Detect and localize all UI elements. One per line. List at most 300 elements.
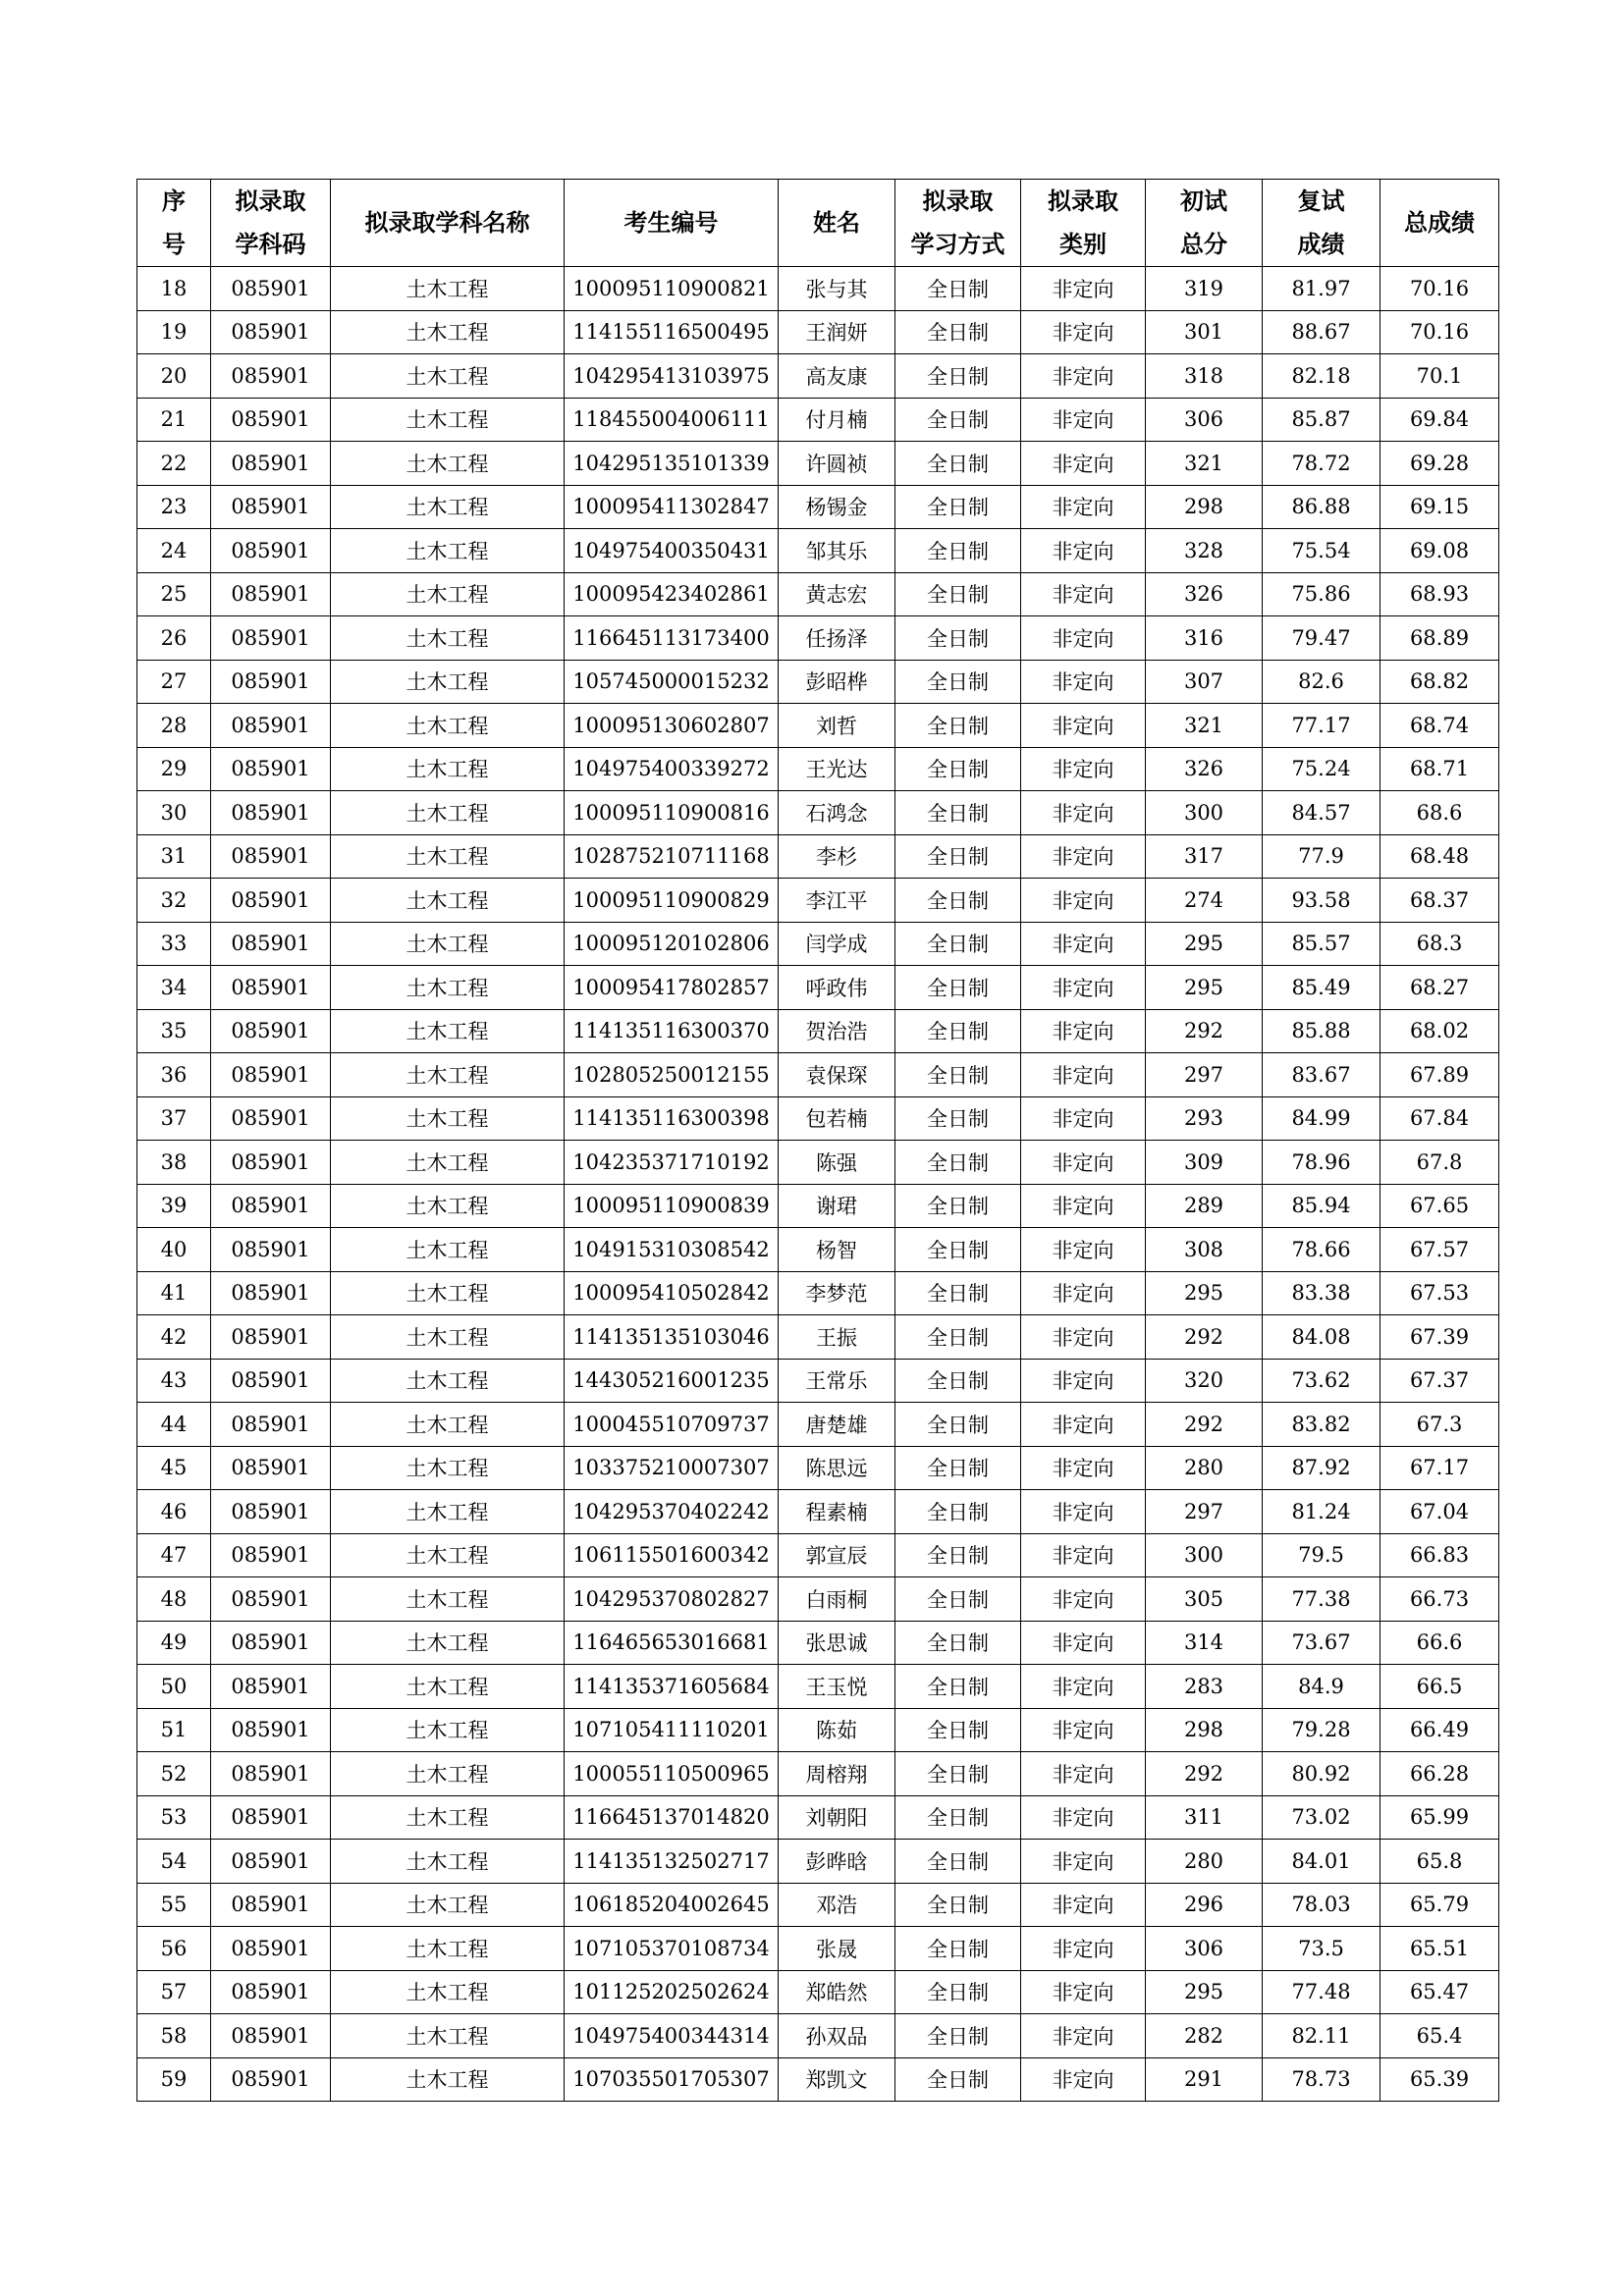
table-row [137, 1970, 1499, 2014]
cell-candidate-id: 118455004006111 [565, 398, 779, 442]
cell-subject-code: 085901 [211, 1752, 331, 1796]
cell-prelim-score: 297 [1146, 1053, 1263, 1097]
cell-prelim-score: 289 [1146, 1184, 1263, 1228]
cell-study-mode: 全日制 [895, 1271, 1021, 1315]
cell-study-mode: 全日制 [895, 572, 1021, 616]
table-row [137, 442, 1499, 486]
cell-category: 非定向 [1021, 1577, 1146, 1622]
cell-subject-name: 土木工程 [331, 1096, 565, 1141]
cell-subject-name: 土木工程 [331, 1577, 565, 1622]
cell-category: 非定向 [1021, 1053, 1146, 1097]
cell-subject-code: 085901 [211, 1665, 331, 1709]
cell-prelim-score: 314 [1146, 1621, 1263, 1665]
cell-candidate-id: 100095110900821 [565, 267, 779, 311]
cell-subject-code: 085901 [211, 529, 331, 573]
cell-candidate-id: 107105370108734 [565, 1927, 779, 1971]
cell-category: 非定向 [1021, 1490, 1146, 1534]
cell-subject-name: 土木工程 [331, 1184, 565, 1228]
cell-total-score: 66.6 [1380, 1621, 1499, 1665]
cell-study-mode: 全日制 [895, 791, 1021, 835]
cell-total-score: 67.65 [1380, 1184, 1499, 1228]
cell-retest-score: 77.48 [1263, 1970, 1380, 2014]
cell-total-score: 65.79 [1380, 1883, 1499, 1927]
cell-total-score: 68.48 [1380, 834, 1499, 879]
header-candidate-id-line: 考生编号 [623, 208, 719, 237]
cell-study-mode: 全日制 [895, 1621, 1021, 1665]
cell-study-mode: 全日制 [895, 1970, 1021, 2014]
cell-seq: 35 [137, 1009, 211, 1053]
cell-prelim-score: 274 [1146, 879, 1263, 923]
cell-name: 陈茹 [779, 1708, 895, 1752]
cell-total-score: 67.17 [1380, 1446, 1499, 1490]
cell-subject-name: 土木工程 [331, 704, 565, 748]
cell-subject-code: 085901 [211, 1228, 331, 1272]
cell-study-mode: 全日制 [895, 1490, 1021, 1534]
cell-name: 张晟 [779, 1927, 895, 1971]
cell-retest-score: 87.92 [1263, 1446, 1380, 1490]
table-row [137, 1708, 1499, 1752]
cell-category: 非定向 [1021, 1665, 1146, 1709]
cell-subject-code: 085901 [211, 267, 331, 311]
cell-total-score: 68.37 [1380, 879, 1499, 923]
cell-name: 张与其 [779, 267, 895, 311]
cell-study-mode: 全日制 [895, 1446, 1021, 1490]
cell-subject-name: 土木工程 [331, 1315, 565, 1360]
cell-subject-name: 土木工程 [331, 1141, 565, 1185]
cell-category: 非定向 [1021, 310, 1146, 354]
cell-total-score: 65.39 [1380, 2057, 1499, 2102]
cell-name: 周榕翔 [779, 1752, 895, 1796]
cell-prelim-score: 296 [1146, 1883, 1263, 1927]
cell-prelim-score: 297 [1146, 1490, 1263, 1534]
cell-prelim-score: 282 [1146, 2014, 1263, 2058]
cell-prelim-score: 316 [1146, 616, 1263, 661]
cell-subject-code: 085901 [211, 1053, 331, 1097]
admission-table [136, 179, 1499, 2102]
cell-candidate-id: 104975400344314 [565, 2014, 779, 2058]
cell-name: 郭宣辰 [779, 1533, 895, 1577]
cell-name: 王玉悦 [779, 1665, 895, 1709]
cell-study-mode: 全日制 [895, 1927, 1021, 1971]
cell-prelim-score: 292 [1146, 1009, 1263, 1053]
cell-seq: 37 [137, 1096, 211, 1141]
table-row [137, 879, 1499, 923]
cell-seq: 30 [137, 791, 211, 835]
cell-total-score: 68.74 [1380, 704, 1499, 748]
cell-prelim-score: 291 [1146, 2057, 1263, 2102]
cell-retest-score: 83.38 [1263, 1271, 1380, 1315]
cell-retest-score: 78.03 [1263, 1883, 1380, 1927]
cell-retest-score: 73.02 [1263, 1795, 1380, 1840]
cell-seq: 23 [137, 485, 211, 529]
cell-subject-name: 土木工程 [331, 1403, 565, 1447]
cell-category: 非定向 [1021, 1184, 1146, 1228]
table-row [137, 966, 1499, 1010]
cell-retest-score: 85.57 [1263, 922, 1380, 966]
cell-study-mode: 全日制 [895, 879, 1021, 923]
cell-category: 非定向 [1021, 485, 1146, 529]
cell-retest-score: 84.9 [1263, 1665, 1380, 1709]
cell-category: 非定向 [1021, 354, 1146, 399]
table-row [137, 2014, 1499, 2058]
cell-prelim-score: 301 [1146, 310, 1263, 354]
cell-prelim-score: 280 [1146, 1446, 1263, 1490]
cell-seq: 50 [137, 1665, 211, 1709]
cell-retest-score: 81.24 [1263, 1490, 1380, 1534]
cell-subject-name: 土木工程 [331, 1228, 565, 1272]
cell-subject-name: 土木工程 [331, 1271, 565, 1315]
cell-retest-score: 81.97 [1263, 267, 1380, 311]
table-row [137, 834, 1499, 879]
cell-candidate-id: 114135371605684 [565, 1665, 779, 1709]
cell-candidate-id: 116645137014820 [565, 1795, 779, 1840]
header-candidate-id [565, 180, 779, 267]
table-row [137, 1141, 1499, 1185]
table-row [137, 267, 1499, 311]
cell-candidate-id: 102805250012155 [565, 1053, 779, 1097]
cell-name: 刘朝阳 [779, 1795, 895, 1840]
cell-category: 非定向 [1021, 1009, 1146, 1053]
cell-prelim-score: 326 [1146, 747, 1263, 791]
cell-subject-code: 085901 [211, 1359, 331, 1403]
cell-retest-score: 79.28 [1263, 1708, 1380, 1752]
cell-subject-name: 土木工程 [331, 1927, 565, 1971]
cell-subject-name: 土木工程 [331, 1053, 565, 1097]
cell-study-mode: 全日制 [895, 2014, 1021, 2058]
cell-prelim-score: 300 [1146, 791, 1263, 835]
table-row [137, 398, 1499, 442]
cell-seq: 33 [137, 922, 211, 966]
cell-category: 非定向 [1021, 704, 1146, 748]
cell-total-score: 67.04 [1380, 1490, 1499, 1534]
cell-study-mode: 全日制 [895, 1184, 1021, 1228]
cell-subject-code: 085901 [211, 1141, 331, 1185]
cell-category: 非定向 [1021, 1708, 1146, 1752]
cell-total-score: 67.39 [1380, 1315, 1499, 1360]
cell-subject-code: 085901 [211, 747, 331, 791]
cell-seq: 28 [137, 704, 211, 748]
cell-category: 非定向 [1021, 529, 1146, 573]
cell-total-score: 65.8 [1380, 1840, 1499, 1884]
cell-retest-score: 93.58 [1263, 879, 1380, 923]
cell-retest-score: 79.47 [1263, 616, 1380, 661]
cell-total-score: 70.1 [1380, 354, 1499, 399]
cell-name: 任扬泽 [779, 616, 895, 661]
cell-name: 王常乐 [779, 1359, 895, 1403]
header-category-line: 类别 [1059, 230, 1107, 258]
cell-subject-name: 土木工程 [331, 310, 565, 354]
cell-retest-score: 84.57 [1263, 791, 1380, 835]
cell-total-score: 68.3 [1380, 922, 1499, 966]
cell-study-mode: 全日制 [895, 1795, 1021, 1840]
cell-retest-score: 88.67 [1263, 310, 1380, 354]
cell-name: 黄志宏 [779, 572, 895, 616]
header-retest-score [1263, 180, 1380, 267]
cell-subject-name: 土木工程 [331, 1708, 565, 1752]
header-study-mode-line: 拟录取 [922, 187, 994, 215]
cell-subject-name: 土木工程 [331, 1970, 565, 2014]
cell-retest-score: 85.94 [1263, 1184, 1380, 1228]
cell-total-score: 68.71 [1380, 747, 1499, 791]
cell-subject-code: 085901 [211, 1795, 331, 1840]
cell-total-score: 67.8 [1380, 1141, 1499, 1185]
cell-prelim-score: 307 [1146, 660, 1263, 704]
cell-candidate-id: 102875210711168 [565, 834, 779, 879]
cell-prelim-score: 320 [1146, 1359, 1263, 1403]
cell-prelim-score: 305 [1146, 1577, 1263, 1622]
cell-seq: 54 [137, 1840, 211, 1884]
cell-prelim-score: 309 [1146, 1141, 1263, 1185]
cell-subject-code: 085901 [211, 1883, 331, 1927]
cell-name: 刘哲 [779, 704, 895, 748]
cell-study-mode: 全日制 [895, 1096, 1021, 1141]
cell-retest-score: 85.49 [1263, 966, 1380, 1010]
cell-total-score: 66.5 [1380, 1665, 1499, 1709]
cell-retest-score: 78.72 [1263, 442, 1380, 486]
header-subject-code-line: 学科码 [235, 230, 306, 258]
cell-category: 非定向 [1021, 398, 1146, 442]
cell-retest-score: 82.6 [1263, 660, 1380, 704]
cell-candidate-id: 100095423402861 [565, 572, 779, 616]
table-row [137, 485, 1499, 529]
table-row [137, 1403, 1499, 1447]
cell-candidate-id: 144305216001235 [565, 1359, 779, 1403]
cell-prelim-score: 319 [1146, 267, 1263, 311]
cell-prelim-score: 300 [1146, 1533, 1263, 1577]
cell-study-mode: 全日制 [895, 1840, 1021, 1884]
cell-candidate-id: 101125202502624 [565, 1970, 779, 2014]
cell-subject-code: 085901 [211, 572, 331, 616]
cell-name: 杨锡金 [779, 485, 895, 529]
cell-seq: 26 [137, 616, 211, 661]
cell-candidate-id: 114135132502717 [565, 1840, 779, 1884]
cell-subject-name: 土木工程 [331, 1359, 565, 1403]
cell-candidate-id: 104975400339272 [565, 747, 779, 791]
cell-total-score: 69.08 [1380, 529, 1499, 573]
cell-subject-code: 085901 [211, 879, 331, 923]
cell-name: 袁保琛 [779, 1053, 895, 1097]
cell-category: 非定向 [1021, 791, 1146, 835]
cell-seq: 45 [137, 1446, 211, 1490]
cell-retest-score: 75.86 [1263, 572, 1380, 616]
cell-candidate-id: 114135116300398 [565, 1096, 779, 1141]
cell-total-score: 66.73 [1380, 1577, 1499, 1622]
cell-subject-code: 085901 [211, 791, 331, 835]
cell-study-mode: 全日制 [895, 529, 1021, 573]
cell-subject-code: 085901 [211, 1096, 331, 1141]
header-name [779, 180, 895, 267]
cell-seq: 56 [137, 1927, 211, 1971]
header-seq [137, 180, 211, 267]
cell-subject-name: 土木工程 [331, 1883, 565, 1927]
cell-subject-code: 085901 [211, 704, 331, 748]
cell-study-mode: 全日制 [895, 442, 1021, 486]
header-seq-line: 序 [162, 187, 186, 215]
cell-study-mode: 全日制 [895, 1315, 1021, 1360]
cell-prelim-score: 308 [1146, 1228, 1263, 1272]
cell-subject-code: 085901 [211, 1621, 331, 1665]
cell-name: 杨智 [779, 1228, 895, 1272]
cell-subject-name: 土木工程 [331, 2057, 565, 2102]
cell-retest-score: 84.99 [1263, 1096, 1380, 1141]
cell-seq: 58 [137, 2014, 211, 2058]
cell-subject-name: 土木工程 [331, 1446, 565, 1490]
cell-category: 非定向 [1021, 1533, 1146, 1577]
header-prelim-score-line: 初试 [1180, 187, 1227, 215]
cell-retest-score: 86.88 [1263, 485, 1380, 529]
cell-subject-code: 085901 [211, 354, 331, 399]
cell-name: 呼政伟 [779, 966, 895, 1010]
header-row [137, 180, 1499, 267]
cell-category: 非定向 [1021, 1840, 1146, 1884]
cell-study-mode: 全日制 [895, 1533, 1021, 1577]
cell-seq: 46 [137, 1490, 211, 1534]
table-row [137, 1665, 1499, 1709]
cell-subject-name: 土木工程 [331, 354, 565, 399]
cell-name: 唐楚雄 [779, 1403, 895, 1447]
cell-prelim-score: 328 [1146, 529, 1263, 573]
table-row [137, 922, 1499, 966]
cell-total-score: 68.82 [1380, 660, 1499, 704]
cell-retest-score: 75.54 [1263, 529, 1380, 573]
cell-study-mode: 全日制 [895, 834, 1021, 879]
cell-prelim-score: 306 [1146, 398, 1263, 442]
cell-subject-code: 085901 [211, 442, 331, 486]
cell-study-mode: 全日制 [895, 485, 1021, 529]
cell-study-mode: 全日制 [895, 1141, 1021, 1185]
cell-candidate-id: 104915310308542 [565, 1228, 779, 1272]
cell-category: 非定向 [1021, 834, 1146, 879]
cell-subject-code: 085901 [211, 834, 331, 879]
cell-retest-score: 83.82 [1263, 1403, 1380, 1447]
table-row [137, 1533, 1499, 1577]
cell-candidate-id: 114135116300370 [565, 1009, 779, 1053]
cell-name: 邓浩 [779, 1883, 895, 1927]
cell-study-mode: 全日制 [895, 267, 1021, 311]
cell-subject-code: 085901 [211, 485, 331, 529]
cell-seq: 32 [137, 879, 211, 923]
header-seq-line: 号 [162, 230, 186, 258]
cell-candidate-id: 100045510709737 [565, 1403, 779, 1447]
cell-prelim-score: 292 [1146, 1752, 1263, 1796]
cell-study-mode: 全日制 [895, 1665, 1021, 1709]
table-row [137, 1490, 1499, 1534]
cell-seq: 31 [137, 834, 211, 879]
cell-seq: 44 [137, 1403, 211, 1447]
cell-seq: 40 [137, 1228, 211, 1272]
cell-category: 非定向 [1021, 442, 1146, 486]
cell-study-mode: 全日制 [895, 616, 1021, 661]
cell-seq: 27 [137, 660, 211, 704]
cell-retest-score: 78.66 [1263, 1228, 1380, 1272]
table-row [137, 1228, 1499, 1272]
cell-prelim-score: 321 [1146, 442, 1263, 486]
cell-category: 非定向 [1021, 1446, 1146, 1490]
cell-candidate-id: 114135135103046 [565, 1315, 779, 1360]
cell-subject-name: 土木工程 [331, 1795, 565, 1840]
cell-name: 邹其乐 [779, 529, 895, 573]
cell-candidate-id: 107105411110201 [565, 1708, 779, 1752]
cell-subject-name: 土木工程 [331, 442, 565, 486]
cell-subject-name: 土木工程 [331, 616, 565, 661]
cell-subject-name: 土木工程 [331, 966, 565, 1010]
cell-category: 非定向 [1021, 616, 1146, 661]
cell-subject-code: 085901 [211, 398, 331, 442]
cell-seq: 34 [137, 966, 211, 1010]
cell-seq: 25 [137, 572, 211, 616]
cell-subject-name: 土木工程 [331, 791, 565, 835]
cell-subject-name: 土木工程 [331, 1621, 565, 1665]
cell-total-score: 68.93 [1380, 572, 1499, 616]
cell-prelim-score: 321 [1146, 704, 1263, 748]
cell-seq: 47 [137, 1533, 211, 1577]
table-row [137, 1883, 1499, 1927]
cell-name: 谢珺 [779, 1184, 895, 1228]
cell-category: 非定向 [1021, 1795, 1146, 1840]
cell-study-mode: 全日制 [895, 1009, 1021, 1053]
cell-total-score: 70.16 [1380, 310, 1499, 354]
cell-prelim-score: 292 [1146, 1403, 1263, 1447]
cell-prelim-score: 298 [1146, 485, 1263, 529]
cell-prelim-score: 311 [1146, 1795, 1263, 1840]
cell-category: 非定向 [1021, 747, 1146, 791]
cell-seq: 48 [137, 1577, 211, 1622]
table-row [137, 1752, 1499, 1796]
header-subject-code-line: 拟录取 [235, 187, 306, 215]
table-row [137, 1795, 1499, 1840]
cell-subject-code: 085901 [211, 1708, 331, 1752]
cell-seq: 39 [137, 1184, 211, 1228]
cell-subject-name: 土木工程 [331, 485, 565, 529]
cell-category: 非定向 [1021, 966, 1146, 1010]
table-row [137, 616, 1499, 661]
table-row [137, 791, 1499, 835]
cell-category: 非定向 [1021, 2057, 1146, 2102]
cell-category: 非定向 [1021, 1927, 1146, 1971]
cell-seq: 51 [137, 1708, 211, 1752]
cell-subject-name: 土木工程 [331, 398, 565, 442]
cell-subject-name: 土木工程 [331, 922, 565, 966]
cell-subject-code: 085901 [211, 2057, 331, 2102]
cell-name: 陈强 [779, 1141, 895, 1185]
table-row [137, 1621, 1499, 1665]
cell-subject-code: 085901 [211, 1970, 331, 2014]
cell-study-mode: 全日制 [895, 398, 1021, 442]
cell-total-score: 67.57 [1380, 1228, 1499, 1272]
cell-subject-name: 土木工程 [331, 1009, 565, 1053]
cell-subject-code: 085901 [211, 1271, 331, 1315]
cell-total-score: 67.37 [1380, 1359, 1499, 1403]
cell-seq: 19 [137, 310, 211, 354]
cell-subject-code: 085901 [211, 616, 331, 661]
cell-total-score: 69.15 [1380, 485, 1499, 529]
cell-name: 彭昭桦 [779, 660, 895, 704]
table-row [137, 2057, 1499, 2102]
cell-candidate-id: 100095120102806 [565, 922, 779, 966]
cell-total-score: 65.4 [1380, 2014, 1499, 2058]
cell-name: 包若楠 [779, 1096, 895, 1141]
cell-candidate-id: 104295370802827 [565, 1577, 779, 1622]
cell-subject-name: 土木工程 [331, 1752, 565, 1796]
cell-study-mode: 全日制 [895, 354, 1021, 399]
cell-total-score: 67.53 [1380, 1271, 1499, 1315]
table-row [137, 1315, 1499, 1360]
cell-category: 非定向 [1021, 922, 1146, 966]
header-subject-code [211, 180, 331, 267]
cell-total-score: 66.49 [1380, 1708, 1499, 1752]
cell-subject-code: 085901 [211, 1577, 331, 1622]
cell-category: 非定向 [1021, 1883, 1146, 1927]
